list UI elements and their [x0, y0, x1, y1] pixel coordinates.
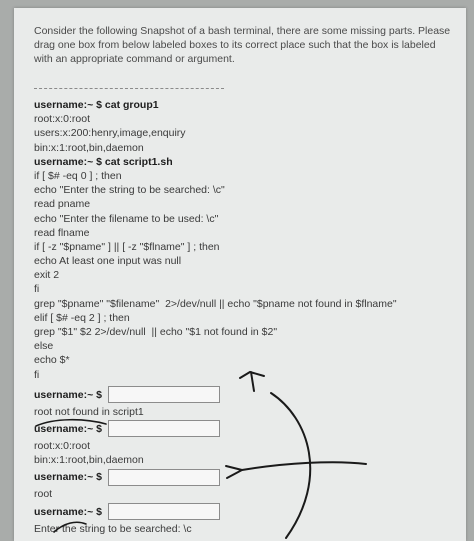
terminal-command: username:~ $ cat group1 [34, 99, 159, 111]
answer-row-3 [34, 467, 464, 487]
script-line: grep "$pname" "$filename" 2>/dev/null || echo "$pname not found in $flname" [34, 297, 397, 310]
script-line: read flname [34, 226, 90, 239]
script-line: if [ $# -eq 0 ] ; then [34, 169, 122, 182]
terminal-output-line: root:x:0:root [34, 113, 91, 126]
terminal-output-line: bin:x:1:root,bin,daemon [34, 454, 144, 467]
script-line: echo "Enter the string to be searched: \c" [34, 184, 225, 197]
prompt-label: username:~ $ [34, 422, 102, 435]
script-line: else [34, 340, 54, 353]
drop-box-2[interactable] [108, 420, 220, 437]
terminal-output-line: users:x:200:henry,image,enquiry [34, 127, 186, 140]
script-line: fi [34, 283, 40, 296]
answer-row-4 [34, 502, 464, 522]
script-line: read pname [34, 198, 91, 211]
script-line: if [ -z "$pname" ] || [ -z "$flname" ] ; then [34, 240, 220, 253]
prompt-label: username:~ $ [34, 388, 102, 401]
answer-row-1 [34, 385, 464, 405]
terminal-snapshot [34, 98, 464, 536]
script-line: grep "$1" $2 2>/dev/null || echo "$1 not found in $2" [34, 326, 278, 338]
answer-row-2 [34, 419, 464, 439]
terminal-output-line: Enter the string to be searched: \c [34, 522, 192, 535]
script-line: fi [34, 368, 40, 381]
script-line: exit 2 [34, 269, 60, 282]
divider [34, 88, 224, 89]
drop-box-3[interactable] [108, 469, 220, 486]
terminal-output-line: root [34, 488, 53, 501]
terminal-output-line: root not found in script1 [34, 405, 144, 418]
terminal-output-line: root:x:0:root [34, 439, 91, 452]
script-line: elif [ $# -eq 2 ] ; then [34, 311, 130, 324]
prompt-label: username:~ $ [34, 505, 102, 518]
terminal-command: username:~ $ cat script1.sh [34, 155, 173, 168]
script-line: echo $* [34, 354, 70, 367]
question-card [14, 8, 466, 541]
drop-box-1[interactable] [108, 386, 220, 403]
script-line: echo "Enter the filename to be used: \c" [34, 212, 219, 225]
prompt-label: username:~ $ [34, 471, 102, 484]
question-text: Consider the following Snapshot of a bash terminal, there are some missing parts. Please drag one box from below labeled boxes to its correct place such that the box is labeled with an appropriate command or argument. [34, 25, 451, 65]
terminal-output-line: bin:x:1:root,bin,daemon [34, 141, 144, 154]
script-line: echo At least one input was null [34, 255, 182, 268]
drop-box-4[interactable] [108, 503, 220, 520]
